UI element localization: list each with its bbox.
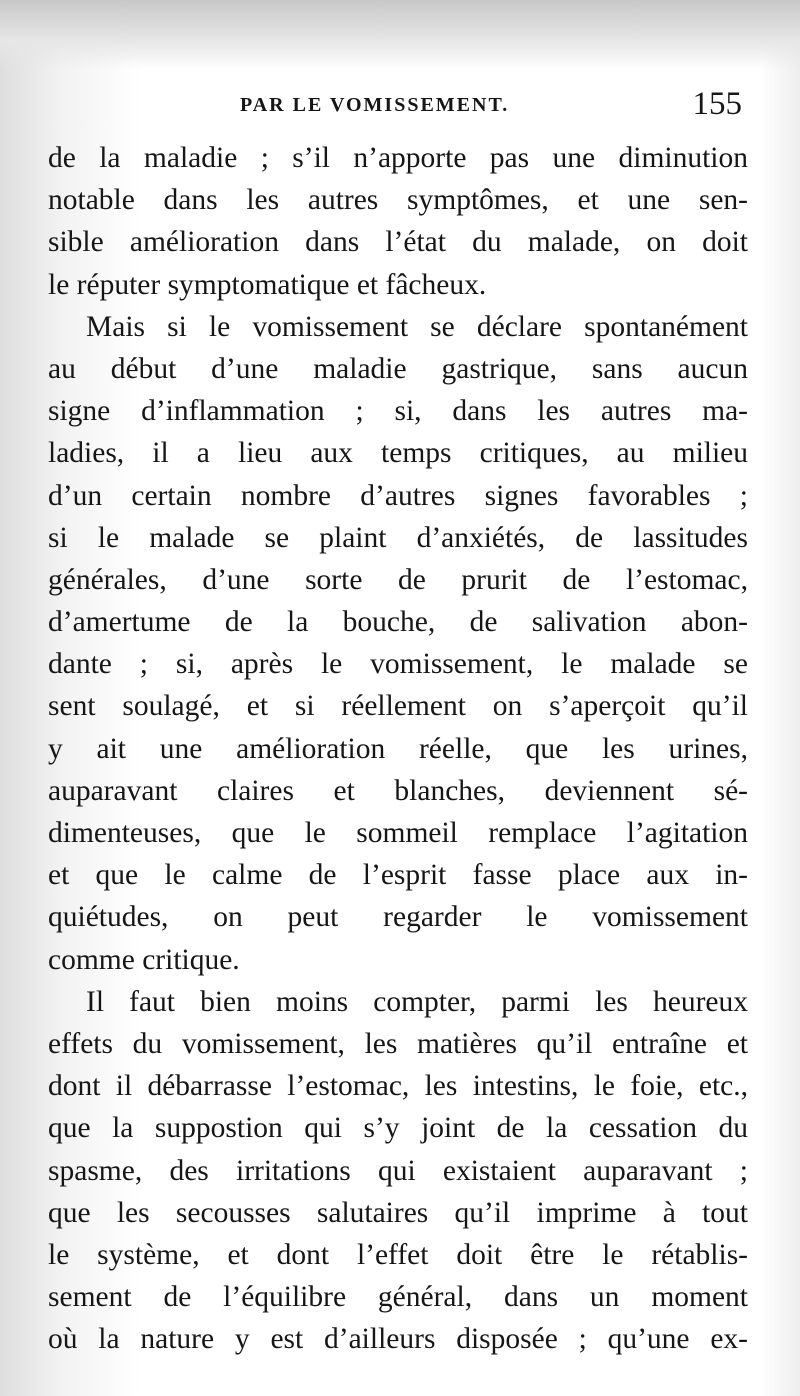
text-line: dimenteuses, que le sommeil remplace l’agitation xyxy=(48,817,748,849)
text-line: signe d’inflammation ; si, dans les autres ma- xyxy=(48,395,748,428)
text-line: Mais si le vomissement se déclare spontanément xyxy=(86,310,748,343)
text-line: dante ; si, après le vomissement, le malade se xyxy=(48,648,748,681)
text-line: sement de l’équilibre général, dans un moment xyxy=(48,1281,748,1314)
text-line: y ait une amélioration réelle, que les urines, xyxy=(48,732,748,765)
text-line: générales, d’une sorte de prurit de l’estomac, xyxy=(48,563,748,596)
text-line: si le malade se plaint d’anxiétés, de lassitudes xyxy=(48,521,748,554)
text-line: ladies, il a lieu aux temps critiques, au milieu xyxy=(48,437,748,470)
text-line: d’amertume de la bouche, de salivation abon- xyxy=(48,606,748,639)
body-text xyxy=(48,137,748,1360)
text-line: d’un certain nombre d’autres signes favorables ; xyxy=(48,479,748,512)
text-line: quiétudes, on peut regarder le vomissement xyxy=(48,901,748,934)
page-number: 155 xyxy=(692,86,742,122)
scan-shadow xyxy=(0,0,800,70)
running-title: PAR LE VOMISSEMENT. xyxy=(240,94,510,116)
text-line: notable dans les autres symptômes, et une sen- xyxy=(48,184,748,217)
text-line: auparavant claires et blanches, deviennent sé- xyxy=(48,774,748,807)
running-header xyxy=(48,86,748,130)
text-line: que les secousses salutaires qu’il imprime à tout xyxy=(48,1196,748,1229)
text-line: le réputer symptomatique et fâcheux. xyxy=(48,268,487,301)
text-line: où la nature y est d’ailleurs disposée ; qu’une ex- xyxy=(48,1323,748,1356)
text-line: dont il débarrasse l’estomac, les intestins, le foie, etc., xyxy=(48,1070,748,1103)
text-line: comme critique. xyxy=(48,943,240,976)
text-line: que la suppostion qui s’y joint de la cessation du xyxy=(48,1112,748,1145)
text-line: effets du vomissement, les matières qu’il entraîne et xyxy=(48,1027,748,1060)
text-line: au début d’une maladie gastrique, sans aucun xyxy=(48,352,748,385)
text-line: sent soulagé, et si réellement on s’aperçoit qu’il xyxy=(48,690,748,723)
text-line: Il faut bien moins compter, parmi les heureux xyxy=(86,985,748,1018)
text-line: le système, et dont l’effet doit être le rétablis- xyxy=(48,1238,748,1271)
text-line: de la maladie ; s’il n’apporte pas une diminution xyxy=(48,142,748,174)
text-line: sible amélioration dans l’état du malade, on doit xyxy=(48,226,748,259)
text-line: spasme, des irritations qui existaient auparavant ; xyxy=(48,1154,748,1187)
text-line: et que le calme de l’esprit fasse place aux in- xyxy=(48,859,748,892)
